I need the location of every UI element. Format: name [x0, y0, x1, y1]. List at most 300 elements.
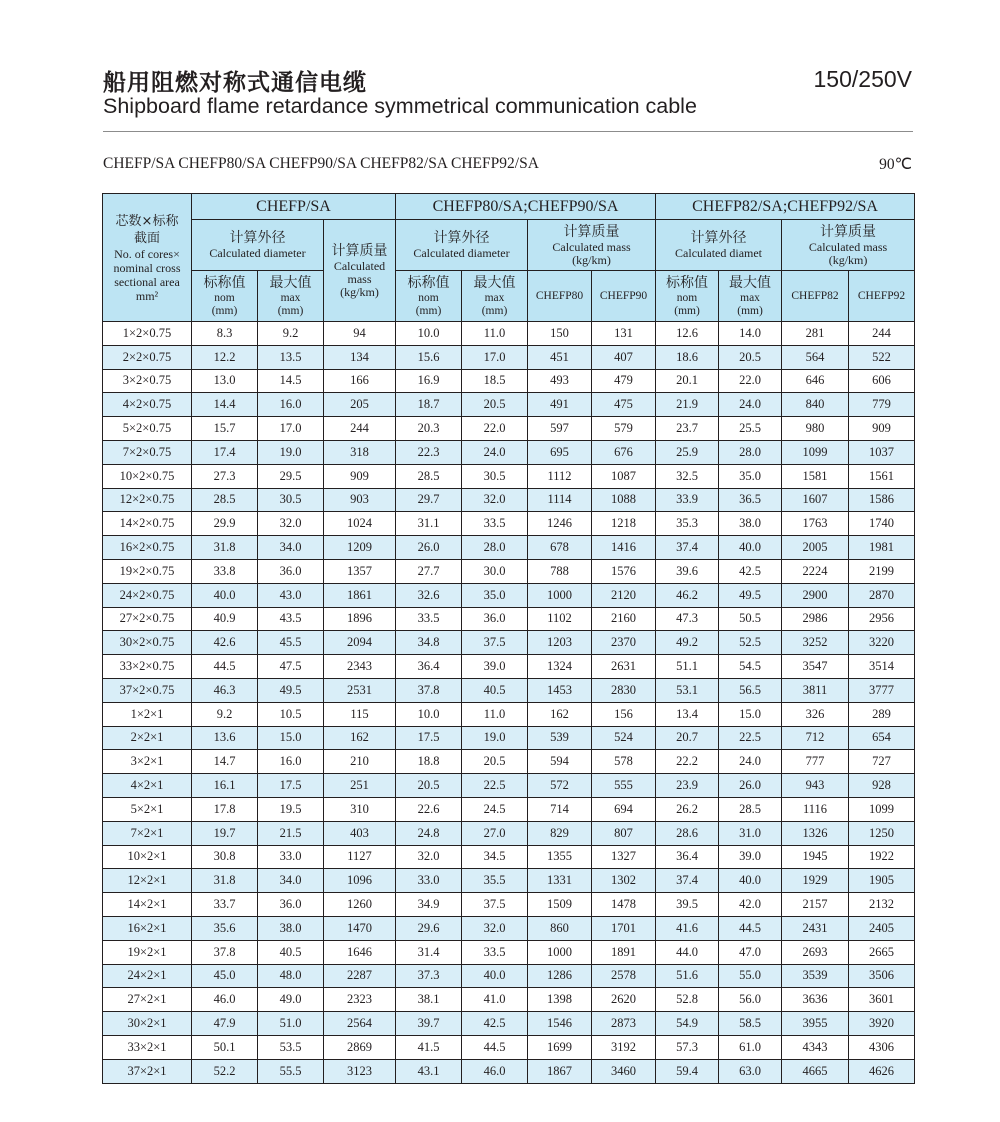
table-cell: 13.0 — [192, 369, 258, 393]
table-cell: 1246 — [528, 512, 592, 536]
table-cell: 56.0 — [719, 988, 782, 1012]
table-cell: 32.0 — [396, 845, 462, 869]
table-row — [103, 512, 915, 536]
header-calc-mass-en: Calculated mass — [552, 239, 631, 254]
table-cell: 18.8 — [396, 750, 462, 774]
header-max-cn: 最大值 — [269, 274, 312, 291]
table-cell: 3460 — [592, 1059, 656, 1083]
table-cell: 27.3 — [192, 464, 258, 488]
table-cell: 36.4 — [396, 655, 462, 679]
cell-core-section: 37×2×0.75 — [103, 678, 192, 702]
table-cell: 61.0 — [719, 1035, 782, 1059]
table-cell: 47.9 — [192, 1012, 258, 1036]
table-cell: 2323 — [324, 988, 396, 1012]
table-cell: 41.6 — [656, 916, 719, 940]
table-cell: 18.6 — [656, 345, 719, 369]
table-cell: 13.5 — [258, 345, 324, 369]
table-cell: 28.0 — [462, 536, 528, 560]
table-cell: 162 — [528, 702, 592, 726]
table-cell: 20.1 — [656, 369, 719, 393]
table-cell: 1699 — [528, 1035, 592, 1059]
table-row — [103, 1059, 915, 1083]
table-row — [103, 1035, 915, 1059]
header-mm-unit: (mm) — [277, 304, 304, 317]
table-cell: 807 — [592, 821, 656, 845]
table-row — [103, 322, 915, 346]
cell-core-section: 3×2×1 — [103, 750, 192, 774]
header-core-cn-line1: 芯数×标称 — [115, 213, 179, 229]
table-cell: 980 — [782, 417, 849, 441]
header-mm-unit: (mm) — [737, 304, 763, 317]
table-cell: 712 — [782, 726, 849, 750]
table-cell: 16.0 — [258, 393, 324, 417]
table-row — [103, 702, 915, 726]
table-cell: 44.5 — [719, 916, 782, 940]
cell-core-section: 10×2×1 — [103, 845, 192, 869]
table-cell: 43.5 — [258, 607, 324, 631]
table-cell: 39.5 — [656, 893, 719, 917]
table-cell: 1112 — [528, 464, 592, 488]
table-row — [103, 869, 915, 893]
table-cell: 10.5 — [258, 702, 324, 726]
table-row — [103, 916, 915, 940]
table-cell: 597 — [528, 417, 592, 441]
header-nom-cn: 标称值 — [666, 274, 709, 291]
table-cell: 50.5 — [719, 607, 782, 631]
table-cell: 928 — [849, 774, 915, 798]
table-cell: 19.5 — [258, 797, 324, 821]
cell-core-section: 33×2×1 — [103, 1035, 192, 1059]
table-cell: 1509 — [528, 893, 592, 917]
table-cell: 37.4 — [656, 536, 719, 560]
table-cell: 9.2 — [192, 702, 258, 726]
header-calc-mass-cn: 计算质量 — [820, 223, 877, 240]
table-cell: 63.0 — [719, 1059, 782, 1083]
table-cell: 31.0 — [719, 821, 782, 845]
header-calc-mass-cn: 计算质量 — [331, 242, 388, 259]
table-cell: 31.8 — [192, 536, 258, 560]
header-nom-en: nom — [418, 291, 439, 304]
cell-core-section: 14×2×1 — [103, 893, 192, 917]
table-cell: 326 — [782, 702, 849, 726]
table-cell: 21.5 — [258, 821, 324, 845]
table-cell: 32.6 — [396, 583, 462, 607]
table-cell: 38.1 — [396, 988, 462, 1012]
table-cell: 36.5 — [719, 488, 782, 512]
table-cell: 46.0 — [462, 1059, 528, 1083]
table-cell: 1891 — [592, 940, 656, 964]
table-cell: 32.0 — [462, 488, 528, 512]
table-cell: 11.0 — [462, 702, 528, 726]
table-cell: 3514 — [849, 655, 915, 679]
header-calc-mass-unit: (kg/km) — [340, 284, 379, 299]
cell-core-section: 4×2×1 — [103, 774, 192, 798]
table-cell: 4665 — [782, 1059, 849, 1083]
table-cell: 15.0 — [719, 702, 782, 726]
table-cell: 310 — [324, 797, 396, 821]
table-cell: 2120 — [592, 583, 656, 607]
table-cell: 37.8 — [192, 940, 258, 964]
table-cell: 1470 — [324, 916, 396, 940]
table-cell: 1561 — [849, 464, 915, 488]
table-cell: 1905 — [849, 869, 915, 893]
table-cell: 20.3 — [396, 417, 462, 441]
table-cell: 33.9 — [656, 488, 719, 512]
table-cell: 2405 — [849, 916, 915, 940]
table-cell: 35.3 — [656, 512, 719, 536]
cell-core-section: 19×2×0.75 — [103, 559, 192, 583]
temperature-rating: 90℃ — [879, 156, 912, 173]
table-cell: 34.0 — [258, 536, 324, 560]
table-cell: 646 — [782, 369, 849, 393]
table-row — [103, 726, 915, 750]
table-cell: 40.9 — [192, 607, 258, 631]
table-cell: 1740 — [849, 512, 915, 536]
cell-core-section: 30×2×0.75 — [103, 631, 192, 655]
table-cell: 654 — [849, 726, 915, 750]
page-title-cn: 船用阻燃对称式通信电缆 — [103, 70, 367, 96]
table-cell: 1099 — [849, 797, 915, 821]
table-cell: 12.6 — [656, 322, 719, 346]
table-cell: 48.0 — [258, 964, 324, 988]
table-cell: 1260 — [324, 893, 396, 917]
table-cell: 51.1 — [656, 655, 719, 679]
table-cell: 3811 — [782, 678, 849, 702]
cell-core-section: 12×2×0.75 — [103, 488, 192, 512]
table-cell: 714 — [528, 797, 592, 821]
header-max-en: max — [280, 291, 301, 304]
table-cell: 3547 — [782, 655, 849, 679]
table-cell: 251 — [324, 774, 396, 798]
table-cell: 777 — [782, 750, 849, 774]
table-cell: 2343 — [324, 655, 396, 679]
table-cell: 52.5 — [719, 631, 782, 655]
table-cell: 46.2 — [656, 583, 719, 607]
table-cell: 2370 — [592, 631, 656, 655]
table-cell: 47.3 — [656, 607, 719, 631]
table-cell: 37.4 — [656, 869, 719, 893]
table-cell: 58.5 — [719, 1012, 782, 1036]
table-row — [103, 393, 915, 417]
header-core-en: No. of cores× nominal cross sectional area — [113, 246, 181, 289]
table-cell: 210 — [324, 750, 396, 774]
table-cell: 2620 — [592, 988, 656, 1012]
header-core-section — [103, 194, 192, 322]
header-calc-diameter-en: Calculated diameter — [209, 246, 306, 260]
table-cell: 695 — [528, 440, 592, 464]
header-nom-2 — [396, 271, 462, 322]
header-max-cn: 最大值 — [729, 274, 772, 291]
table-cell: 36.0 — [462, 607, 528, 631]
table-cell: 40.5 — [258, 940, 324, 964]
table-row — [103, 488, 915, 512]
table-cell: 1000 — [528, 583, 592, 607]
table-cell: 18.5 — [462, 369, 528, 393]
table-row — [103, 417, 915, 441]
table-cell: 1209 — [324, 536, 396, 560]
table-cell: 13.6 — [192, 726, 258, 750]
table-cell: 47.0 — [719, 940, 782, 964]
table-cell: 33.7 — [192, 893, 258, 917]
table-cell: 1000 — [528, 940, 592, 964]
table-cell: 44.0 — [656, 940, 719, 964]
table-cell: 15.7 — [192, 417, 258, 441]
table-cell: 1324 — [528, 655, 592, 679]
table-cell: 1024 — [324, 512, 396, 536]
page-title-en: Shipboard flame retardance symmetrical communication cable — [103, 94, 697, 118]
table-cell: 1576 — [592, 559, 656, 583]
table-cell: 38.0 — [258, 916, 324, 940]
table-cell: 43.0 — [258, 583, 324, 607]
table-cell: 2900 — [782, 583, 849, 607]
table-cell: 28.5 — [396, 464, 462, 488]
table-cell: 49.5 — [719, 583, 782, 607]
table-cell: 14.0 — [719, 322, 782, 346]
table-cell: 909 — [324, 464, 396, 488]
header-nom-en: nom — [214, 291, 235, 304]
table-row — [103, 774, 915, 798]
table-cell: 33.5 — [396, 607, 462, 631]
table-cell: 19.7 — [192, 821, 258, 845]
cell-core-section: 27×2×0.75 — [103, 607, 192, 631]
table-row — [103, 797, 915, 821]
table-cell: 32.0 — [258, 512, 324, 536]
table-cell: 2287 — [324, 964, 396, 988]
header-mm-unit: (mm) — [211, 304, 238, 317]
table-cell: 18.7 — [396, 393, 462, 417]
table-cell: 51.6 — [656, 964, 719, 988]
header-calc-mass-cn: 计算质量 — [563, 223, 620, 240]
table-cell: 3506 — [849, 964, 915, 988]
table-cell: 2631 — [592, 655, 656, 679]
header-max-en: max — [484, 291, 505, 304]
table-cell: 3123 — [324, 1059, 396, 1083]
table-cell: 42.5 — [719, 559, 782, 583]
table-cell: 34.0 — [258, 869, 324, 893]
table-cell: 17.0 — [462, 345, 528, 369]
table-cell: 403 — [324, 821, 396, 845]
table-cell: 59.4 — [656, 1059, 719, 1083]
table-cell: 27.0 — [462, 821, 528, 845]
spec-table-header — [103, 194, 915, 322]
table-cell: 2224 — [782, 559, 849, 583]
header-nom-cn: 标称值 — [203, 274, 246, 291]
table-cell: 2870 — [849, 583, 915, 607]
table-cell: 1326 — [782, 821, 849, 845]
table-cell: 32.0 — [462, 916, 528, 940]
table-cell: 14.7 — [192, 750, 258, 774]
table-cell: 14.4 — [192, 393, 258, 417]
table-cell: 49.2 — [656, 631, 719, 655]
table-cell: 131 — [592, 322, 656, 346]
table-cell: 1896 — [324, 607, 396, 631]
table-cell: 24.0 — [719, 393, 782, 417]
header-calc-mass-1: 计算质量 Calculated mass (kg/km) — [324, 220, 396, 322]
table-cell: 162 — [324, 726, 396, 750]
table-cell: 31.4 — [396, 940, 462, 964]
table-cell: 2199 — [849, 559, 915, 583]
cell-core-section: 33×2×0.75 — [103, 655, 192, 679]
table-cell: 1861 — [324, 583, 396, 607]
table-cell: 41.5 — [396, 1035, 462, 1059]
table-cell: 17.5 — [396, 726, 462, 750]
table-cell: 903 — [324, 488, 396, 512]
table-cell: 17.0 — [258, 417, 324, 441]
table-cell: 33.0 — [396, 869, 462, 893]
table-cell: 20.7 — [656, 726, 719, 750]
table-cell: 22.5 — [462, 774, 528, 798]
table-row — [103, 678, 915, 702]
table-cell: 2005 — [782, 536, 849, 560]
table-cell: 53.1 — [656, 678, 719, 702]
cell-core-section: 16×2×1 — [103, 916, 192, 940]
cell-core-section: 2×2×0.75 — [103, 345, 192, 369]
table-cell: 2956 — [849, 607, 915, 631]
cell-core-section: 7×2×0.75 — [103, 440, 192, 464]
table-cell: 24.0 — [719, 750, 782, 774]
model-list: CHEFP/SA CHEFP80/SA CHEFP90/SA CHEFP82/SA CHEFP92/SA — [103, 155, 539, 172]
table-cell: 30.5 — [462, 464, 528, 488]
table-row — [103, 750, 915, 774]
table-cell: 4343 — [782, 1035, 849, 1059]
table-row — [103, 1012, 915, 1036]
table-cell: 14.5 — [258, 369, 324, 393]
table-cell: 493 — [528, 369, 592, 393]
table-cell: 1607 — [782, 488, 849, 512]
table-cell: 40.0 — [719, 536, 782, 560]
table-cell: 829 — [528, 821, 592, 845]
table-cell: 1331 — [528, 869, 592, 893]
table-cell: 27.7 — [396, 559, 462, 583]
table-row — [103, 369, 915, 393]
table-cell: 51.0 — [258, 1012, 324, 1036]
table-cell: 39.0 — [719, 845, 782, 869]
cell-core-section: 2×2×1 — [103, 726, 192, 750]
table-cell: 150 — [528, 322, 592, 346]
table-cell: 29.5 — [258, 464, 324, 488]
table-cell: 34.8 — [396, 631, 462, 655]
table-cell: 3955 — [782, 1012, 849, 1036]
header-calc-diameter-en: Calculated diameter — [413, 246, 510, 260]
table-cell: 24.8 — [396, 821, 462, 845]
table-cell: 8.3 — [192, 322, 258, 346]
table-cell: 407 — [592, 345, 656, 369]
table-cell: 29.6 — [396, 916, 462, 940]
table-cell: 1416 — [592, 536, 656, 560]
table-row — [103, 988, 915, 1012]
header-calc-diameter-3 — [656, 220, 782, 271]
cell-core-section: 10×2×0.75 — [103, 464, 192, 488]
table-cell: 22.0 — [462, 417, 528, 441]
table-cell: 49.5 — [258, 678, 324, 702]
cell-core-section: 7×2×1 — [103, 821, 192, 845]
table-cell: 46.3 — [192, 678, 258, 702]
table-cell: 33.0 — [258, 845, 324, 869]
table-cell: 54.9 — [656, 1012, 719, 1036]
cell-core-section: 24×2×0.75 — [103, 583, 192, 607]
table-cell: 38.0 — [719, 512, 782, 536]
table-cell: 1398 — [528, 988, 592, 1012]
table-cell: 1116 — [782, 797, 849, 821]
table-cell: 1586 — [849, 488, 915, 512]
header-chefp92: CHEFP92 — [849, 271, 915, 322]
table-cell: 1701 — [592, 916, 656, 940]
table-cell: 1250 — [849, 821, 915, 845]
table-cell: 522 — [849, 345, 915, 369]
table-cell: 166 — [324, 369, 396, 393]
table-cell: 3920 — [849, 1012, 915, 1036]
table-cell: 39.7 — [396, 1012, 462, 1036]
table-cell: 30.0 — [462, 559, 528, 583]
table-cell: 2160 — [592, 607, 656, 631]
table-cell: 30.5 — [258, 488, 324, 512]
table-cell: 40.5 — [462, 678, 528, 702]
table-cell: 33.8 — [192, 559, 258, 583]
table-cell: 20.5 — [462, 750, 528, 774]
table-row — [103, 893, 915, 917]
table-cell: 37.5 — [462, 631, 528, 655]
table-cell: 56.5 — [719, 678, 782, 702]
table-cell: 451 — [528, 345, 592, 369]
table-cell: 40.0 — [462, 964, 528, 988]
cell-core-section: 3×2×0.75 — [103, 369, 192, 393]
table-cell: 475 — [592, 393, 656, 417]
table-cell: 491 — [528, 393, 592, 417]
table-cell: 45.5 — [258, 631, 324, 655]
table-cell: 2830 — [592, 678, 656, 702]
table-cell: 579 — [592, 417, 656, 441]
table-cell: 1087 — [592, 464, 656, 488]
table-cell: 2564 — [324, 1012, 396, 1036]
table-cell: 23.9 — [656, 774, 719, 798]
table-cell: 30.8 — [192, 845, 258, 869]
group-header-chefp82-92: CHEFP82/SA;CHEFP92/SA — [656, 194, 915, 220]
header-calc-diameter-cn: 计算外径 — [433, 230, 490, 246]
header-calc-mass-3 — [782, 220, 915, 271]
table-cell: 13.4 — [656, 702, 719, 726]
table-cell: 24.5 — [462, 797, 528, 821]
table-row — [103, 940, 915, 964]
table-cell: 24.0 — [462, 440, 528, 464]
table-cell: 16.1 — [192, 774, 258, 798]
header-calc-mass-en: Calculated mass — [808, 239, 888, 254]
table-cell: 840 — [782, 393, 849, 417]
header-calc-mass-unit: (kg/km) — [828, 252, 868, 267]
table-cell: 1945 — [782, 845, 849, 869]
table-cell: 4306 — [849, 1035, 915, 1059]
cell-core-section: 1×2×0.75 — [103, 322, 192, 346]
table-cell: 57.3 — [656, 1035, 719, 1059]
table-cell: 33.5 — [462, 940, 528, 964]
table-cell: 156 — [592, 702, 656, 726]
table-cell: 1981 — [849, 536, 915, 560]
table-cell: 42.5 — [462, 1012, 528, 1036]
table-cell: 289 — [849, 702, 915, 726]
header-calc-diameter-cn: 计算外径 — [690, 230, 747, 246]
table-cell: 55.0 — [719, 964, 782, 988]
cell-core-section: 12×2×1 — [103, 869, 192, 893]
table-cell: 15.6 — [396, 345, 462, 369]
table-cell: 1218 — [592, 512, 656, 536]
table-cell: 2578 — [592, 964, 656, 988]
table-cell: 9.2 — [258, 322, 324, 346]
table-cell: 3539 — [782, 964, 849, 988]
table-cell: 2094 — [324, 631, 396, 655]
table-cell: 17.8 — [192, 797, 258, 821]
table-cell: 1478 — [592, 893, 656, 917]
table-cell: 23.7 — [656, 417, 719, 441]
table-cell: 4626 — [849, 1059, 915, 1083]
